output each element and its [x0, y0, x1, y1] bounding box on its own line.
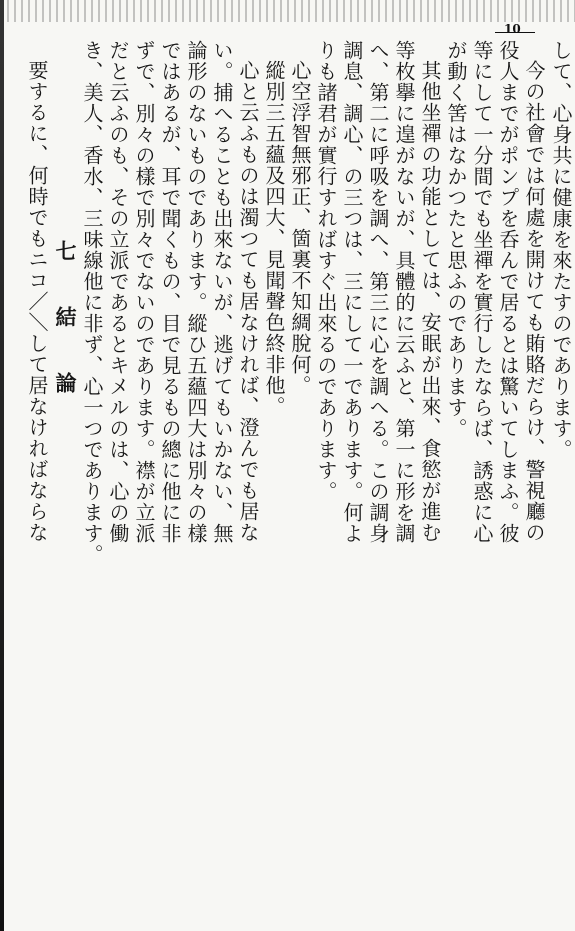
text-column: 等にして一分間でも坐禪を實行したならば、誘惑に心 [470, 40, 494, 544]
text-column: して、心身共に健康を來たすのであります。 [549, 40, 573, 460]
text-column: 論形のないものであります。縱ひ五蘊四大は別々の樣 [184, 40, 208, 544]
text-column: 要するに、何時でもニコ／＼して居なければならな [25, 60, 49, 543]
text-column: 其他坐禪の功能としては、安眠が出來、食慾が進む [418, 60, 442, 543]
text-column: だと云ふのも、その立派であるとキメルのは、心の働 [106, 40, 130, 544]
text-column: 今の社會では何處を開けても賄賂だらけ、警視廳の [522, 60, 546, 543]
text-column: 縱別三五蘊及四大、見聞聲色終非他。 [262, 60, 286, 417]
text-column: が動く筈はなかつたと思ふのであります。 [444, 40, 468, 439]
page-number: 10 [504, 22, 521, 36]
text-column: りも諸君が實行すればすぐ出來るのであります。 [314, 40, 338, 502]
text-column: 役人までがポンプを呑んで居るとは驚いてしまふ。彼 [496, 40, 520, 544]
text-column: い。捕へることも出來ないが、逃げてもいかない、無 [210, 40, 234, 544]
text-column: へ、第二に呼吸を調へ、第三に心を調へる。この調身 [366, 40, 390, 544]
scan-left-edge [0, 0, 4, 931]
scan-edge-texture [0, 0, 575, 22]
text-column: ずで、別々の樣で別々でないのであります。襟が立派 [132, 40, 156, 544]
text-column: ではあるが、耳で聞くもの、目で見るもの總に他に非 [158, 40, 182, 544]
text-column: 心と云ふものは濁つても居なければ、澄んでも居な [236, 60, 260, 543]
text-column: き、美人、香水、三味線他に非ず、心一つであります。 [80, 40, 104, 565]
text-column: 調息、調心、の三つは、三にして一であります。何よ [340, 40, 364, 544]
section-heading: 七 結 論 [53, 240, 78, 403]
text-column: 等枚擧に遑がないが、具體的に云ふと、第一に形を調 [392, 40, 416, 544]
text-column: 心空浮智無邪正、箇裏不知綢脫何。 [288, 60, 312, 396]
